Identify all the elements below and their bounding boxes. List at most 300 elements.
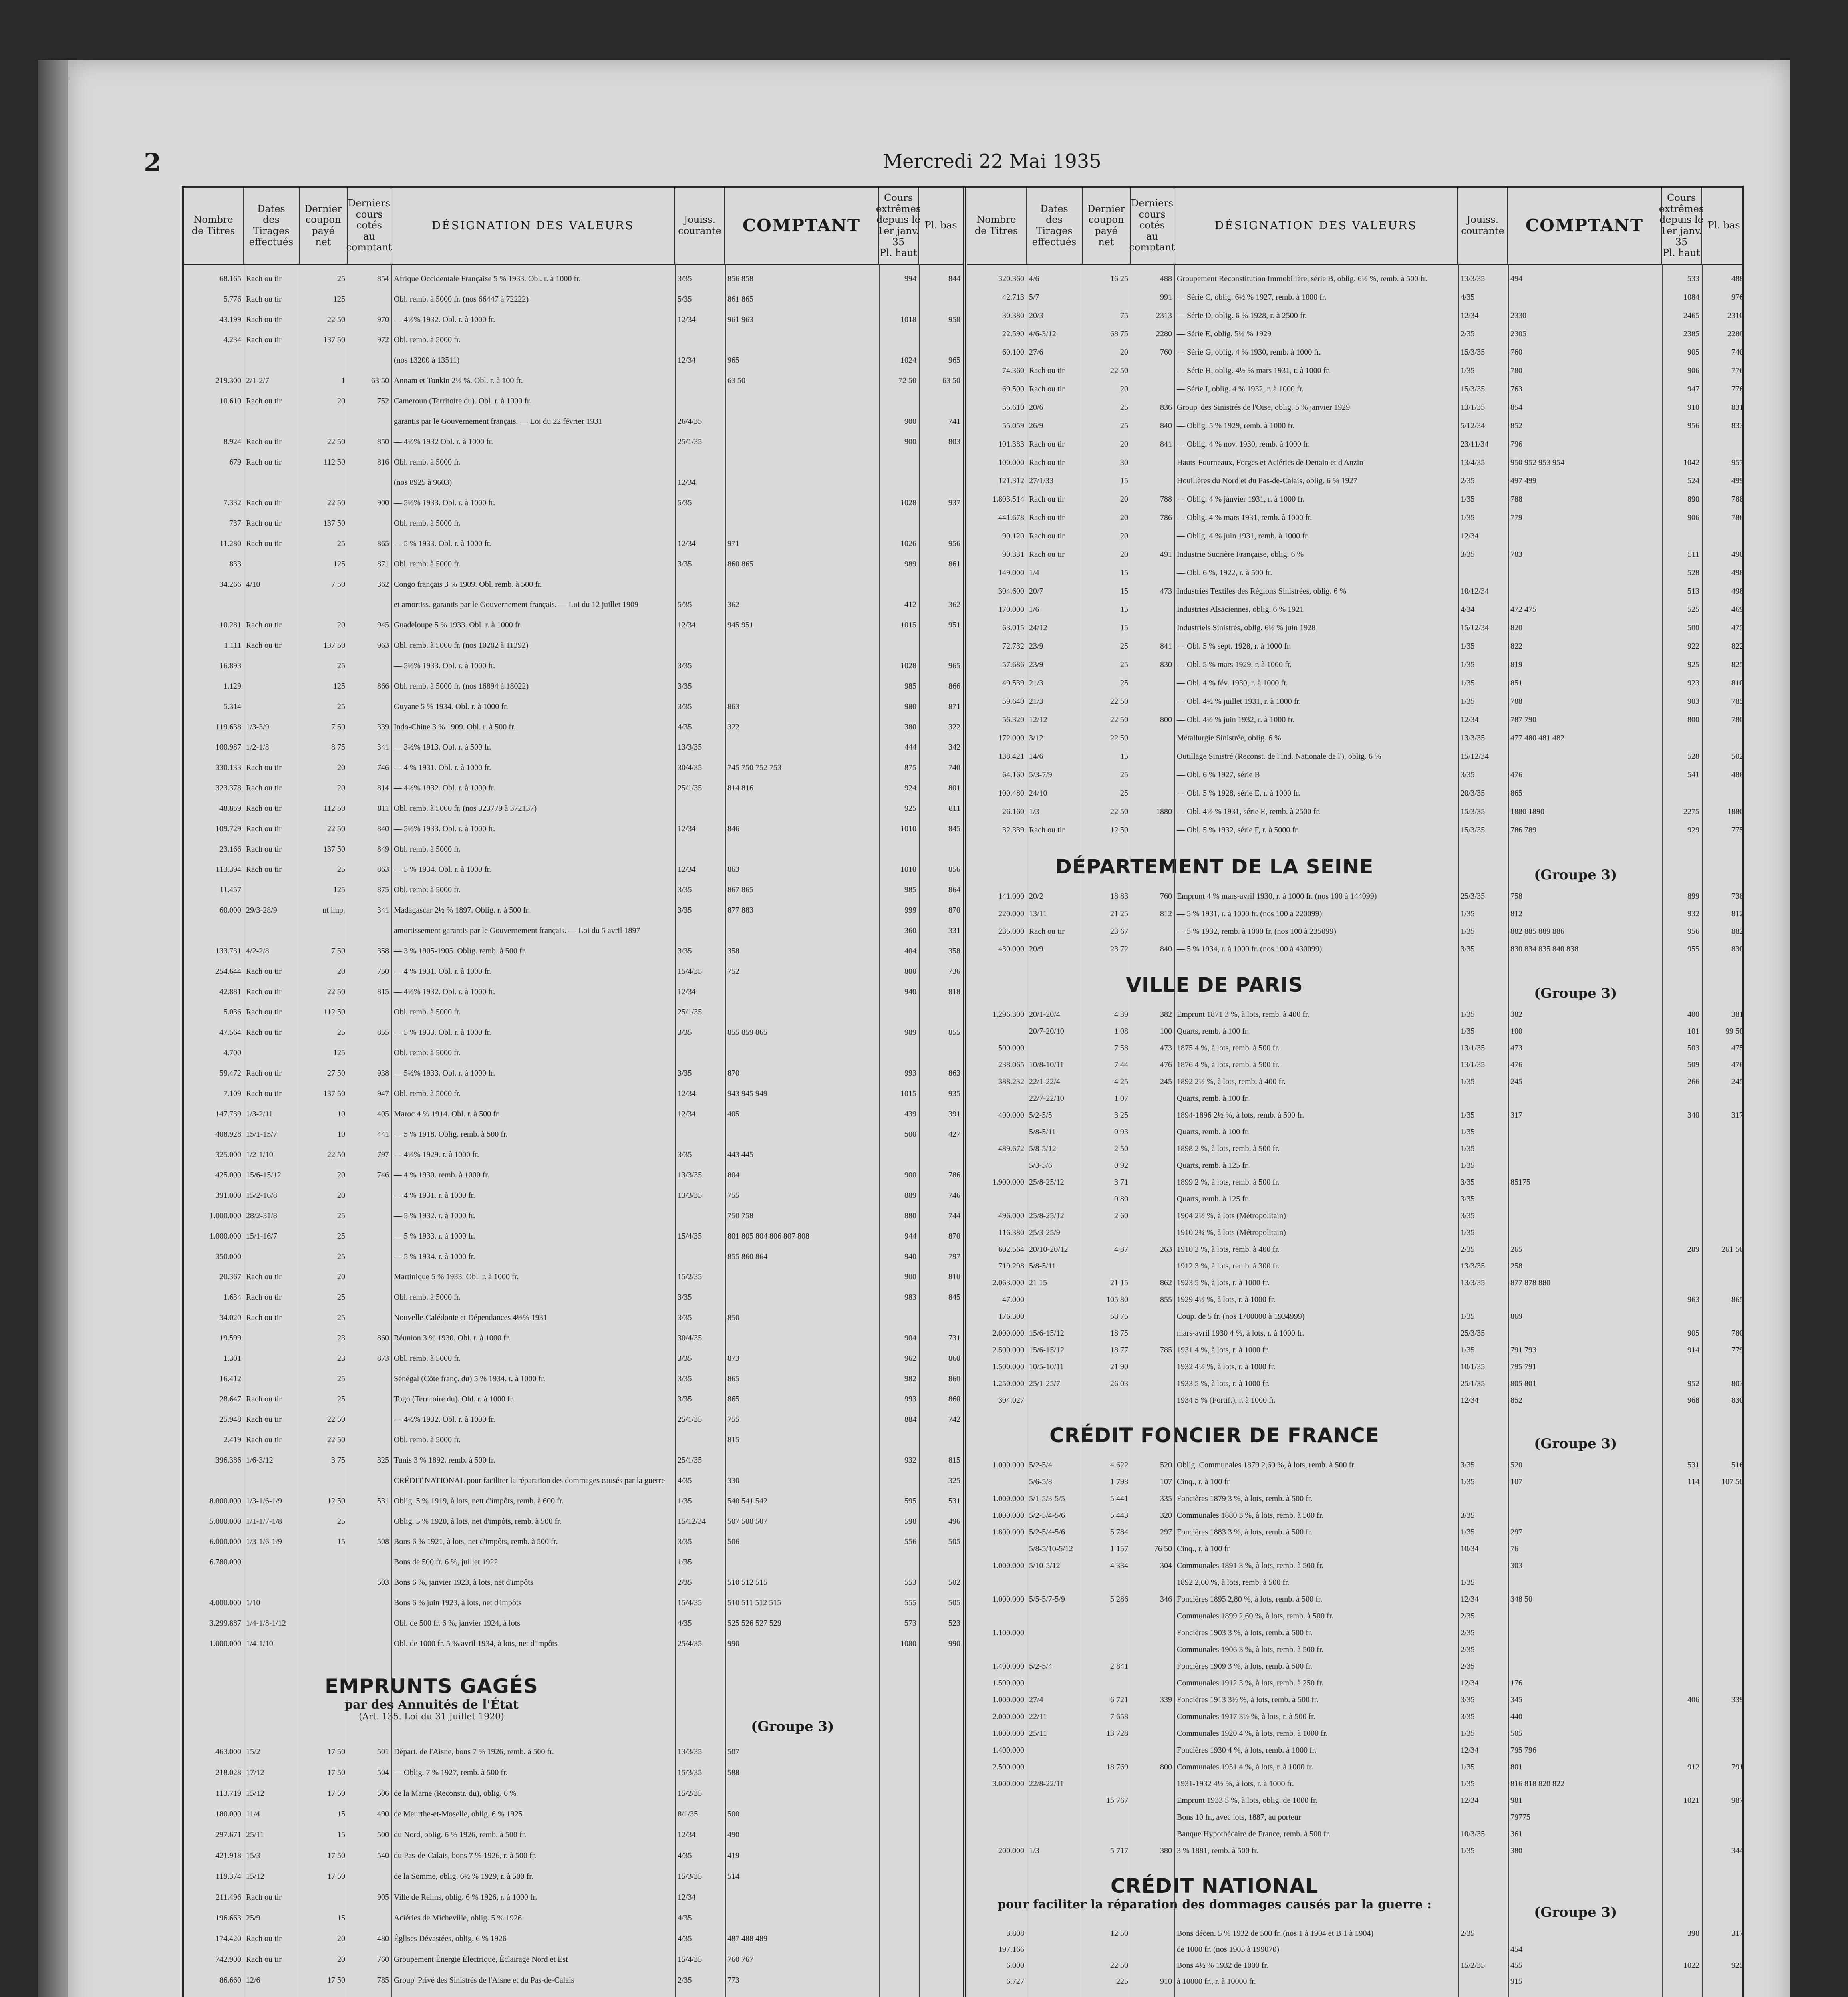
cell-d: 1912 3 %, à lots, remb. à 300 fr.	[1177, 1262, 1280, 1270]
cell-d: Foncières 1903 3 %, à lots, remb. à 500 fr.	[1177, 1628, 1313, 1637]
table-row	[184, 620, 963, 631]
cell-j: 2/35	[1461, 1245, 1475, 1254]
cell-d: — Obl. 5 % 1932, série F, r. à 5000 fr.	[1177, 826, 1299, 834]
cell-p: 75	[1120, 311, 1128, 320]
cell-d: — Oblig. 4 % juin 1931, remb. à 1000 fr.	[1177, 532, 1309, 540]
table-row	[184, 1809, 963, 1820]
cell-v: 540 541 542	[727, 1497, 767, 1505]
cell-d: — 4½% 1932. Obl. r. à 1000 fr.	[394, 987, 495, 996]
cell-d: Groupement Énergie Électrique, Éclairage Nord et Est	[394, 1955, 568, 1964]
cell-p: 112 50	[323, 804, 345, 813]
cell-v: 477 480 481 482	[1510, 734, 1564, 742]
cell-t: 5/2-5/4-5/6	[1029, 1511, 1065, 1520]
table-row	[184, 1788, 963, 1799]
cell-t: 4/2-2/8	[246, 947, 269, 955]
cell-j: 3/35	[678, 1028, 692, 1037]
table-row	[184, 1954, 963, 1965]
cell-v: 788	[1510, 697, 1522, 706]
cell-t: 25/1-25/7	[1029, 1379, 1060, 1388]
cell-k: 325	[377, 1456, 389, 1465]
cell-k: 476	[1160, 1060, 1172, 1069]
cell-p: 20	[1120, 532, 1128, 540]
cell-t: 15/2-16/8	[246, 1191, 277, 1200]
cell-v: 786 789	[1510, 826, 1536, 834]
cell-d: — Oblig. 4 % mars 1931, remb. à 1000 fr.	[1177, 513, 1312, 522]
cell-b: 830	[1731, 1396, 1743, 1405]
cell-h: 533	[1687, 274, 1699, 283]
cell-p: 25	[1120, 770, 1128, 779]
cell-j: 3/35	[678, 885, 692, 894]
cell-b: 498	[1731, 568, 1743, 577]
cell-j: 12/34	[678, 621, 696, 629]
cell-b: 505	[948, 1537, 960, 1546]
cell-d: — 5 % 1933. r. à 1000 fr.	[394, 1232, 475, 1241]
cell-p: 20	[1120, 440, 1128, 449]
cell-d: — Obl. 6 %, 1922, r. à 500 fr.	[1177, 568, 1272, 577]
cell-b: 860	[948, 1374, 960, 1383]
cell-j: 1/35	[1461, 642, 1475, 651]
cell-v: 852	[1510, 1396, 1522, 1405]
cell-d: Guyane 5 % 1934. Obl. r. à 1000 fr.	[394, 702, 508, 711]
table-row	[184, 1231, 963, 1242]
cell-j: 12/34	[678, 987, 696, 996]
table-row	[184, 1149, 963, 1160]
cell-p: 18 77	[1110, 1346, 1128, 1354]
cell-d: et amortiss. garantis par le Gouvernement français. — Loi du 12 juillet 1909	[394, 600, 639, 609]
cell-k: 473	[1160, 1044, 1172, 1052]
left-header-v: COMPTANT	[725, 188, 879, 264]
cell-n: 1.111	[224, 641, 241, 650]
cell-j: 13/3/35	[678, 1171, 702, 1179]
cell-v: 258	[1510, 1262, 1522, 1270]
cell-v: 505	[1510, 1729, 1522, 1738]
cell-h: 900	[904, 1272, 916, 1281]
cell-j: 1/35	[1461, 1161, 1475, 1170]
cell-j: 13/3/35	[1461, 734, 1485, 742]
cell-n: 43.199	[219, 315, 241, 324]
cell-p: 25	[1120, 421, 1128, 430]
cell-k: 849	[377, 845, 389, 854]
cell-t: 5/2-5/4	[1029, 1662, 1052, 1671]
cell-t: 20/1-20/4	[1029, 1010, 1060, 1019]
cell-t: 15/3	[246, 1851, 260, 1860]
table-row	[184, 1170, 963, 1181]
cell-d: Obl. remb. à 5000 fr. (nos 10282 à 11392)	[394, 641, 529, 650]
cell-p: 20	[337, 621, 345, 629]
right-column-rule	[1508, 264, 1509, 1997]
cell-t: 5/8-5/12	[1029, 1144, 1056, 1153]
cell-d: — 3 % 1905-1905. Oblig. remb. à 500 fr.	[394, 947, 527, 955]
cell-b: 785	[1731, 697, 1743, 706]
cell-p: 4 622	[1110, 1461, 1128, 1469]
cell-d: Banque Hypothécaire de France, remb. à 500 fr.	[1177, 1830, 1331, 1838]
cell-v: 758	[1510, 892, 1522, 901]
cell-p: 105 80	[1106, 1295, 1128, 1304]
cell-h: 1010	[900, 824, 916, 833]
cell-t: 15/12	[246, 1872, 264, 1881]
cell-j: 13/3/35	[1461, 1262, 1485, 1270]
cell-t: 1/10	[246, 1598, 260, 1607]
cell-p: 4 334	[1110, 1561, 1128, 1570]
cell-v: 245	[1510, 1077, 1522, 1086]
cell-j: 15/4/35	[678, 1955, 702, 1964]
cell-n: 737	[229, 519, 241, 528]
cell-n: 218.028	[215, 1768, 241, 1777]
cell-j: 23/11/34	[1461, 440, 1489, 449]
cell-n: 500.000	[998, 1044, 1024, 1052]
table-row	[184, 1747, 963, 1757]
cell-d: Afrique Occidentale Française 5 % 1933. Obl. r. à 1000 fr.	[394, 274, 581, 283]
cell-t: Rach ou tir	[1029, 440, 1065, 449]
cell-p: 1 157	[1110, 1544, 1128, 1553]
cell-b: 786	[1731, 513, 1743, 522]
cell-v: 520	[1510, 1461, 1522, 1469]
cell-p: 2 50	[1114, 1144, 1128, 1153]
cell-b: 811	[948, 804, 960, 813]
cell-j: 25/3/35	[1461, 892, 1485, 901]
cell-b: 339	[1731, 1695, 1743, 1704]
cell-h: 903	[1687, 697, 1699, 706]
cell-h: 955	[1687, 945, 1699, 953]
cell-n: 2.000.000	[992, 1329, 1024, 1338]
cell-d: — 4½% 1932. Obl. r. à 1000 fr.	[394, 315, 495, 324]
cell-k: 866	[377, 682, 389, 691]
cell-v: 873	[727, 1354, 739, 1363]
cell-d: 3 % 1881, remb. à 500 fr.	[1177, 1846, 1258, 1855]
cell-k: 938	[377, 1069, 389, 1078]
cell-p: 15	[1120, 623, 1128, 632]
cell-p: 20	[337, 763, 345, 772]
cell-k: 816	[377, 458, 389, 466]
cell-k: 863	[377, 865, 389, 874]
cell-p: 22 50	[327, 1415, 345, 1424]
cell-j: 2/35	[1461, 330, 1475, 338]
cell-n: 42.881	[219, 987, 241, 996]
cell-n: 28.647	[219, 1395, 241, 1403]
cell-t: 1/3-1/6-1/9	[246, 1497, 282, 1505]
cell-b: 965	[948, 356, 960, 365]
cell-v: 755	[727, 1191, 739, 1200]
table-row	[184, 1435, 963, 1445]
cell-p: 22 50	[1110, 734, 1128, 742]
cell-j: 2/35	[1461, 1612, 1475, 1620]
left-table-header	[184, 188, 963, 265]
cell-k: 836	[1160, 403, 1172, 412]
cell-k: 500	[377, 1830, 389, 1839]
cell-v: 361	[1510, 1830, 1522, 1838]
cell-d: 1894-1896 2½ %, à lots, remb. à 500 fr.	[1177, 1111, 1304, 1120]
quotation-table	[182, 186, 1744, 1997]
cell-h: 1084	[1683, 293, 1699, 302]
cell-d: Obl. remb. à 5000 fr.	[394, 1435, 461, 1444]
cell-t: 20/9	[1029, 945, 1043, 953]
cell-n: 59.640	[1002, 697, 1024, 706]
cell-t: Rach ou tir	[246, 845, 282, 854]
cell-h: 800	[1687, 715, 1699, 724]
left-column-rule	[919, 264, 920, 1997]
table-row	[184, 1933, 963, 1944]
cell-p: 3 25	[1114, 1111, 1128, 1120]
cell-t: Rach ou tir	[246, 1415, 282, 1424]
cell-v: 830 834 835 840 838	[1510, 945, 1578, 953]
cell-t: 15/6-15/12	[1029, 1329, 1064, 1338]
cell-p: 22 50	[327, 498, 345, 507]
cell-b: 469	[1731, 605, 1743, 614]
cell-p: 25	[1120, 789, 1128, 798]
cell-p: 15	[337, 1537, 345, 1546]
cell-d: — Obl. 5 % 1928, série E, r. à 1000 fr.	[1177, 789, 1300, 798]
cell-j: 2/35	[1461, 1645, 1475, 1654]
cell-d: 1876 4 %, à lots, remb. à 500 fr.	[1177, 1060, 1280, 1069]
cell-p: 3 71	[1114, 1178, 1128, 1187]
cell-b: 810	[1731, 679, 1743, 687]
cell-v: 506	[727, 1537, 739, 1546]
cell-t: Rach ou tir	[246, 1028, 282, 1037]
cell-k: 760	[1160, 348, 1172, 357]
cell-j: 1/35	[1461, 909, 1475, 918]
cell-j: 3/35	[678, 1374, 692, 1383]
cell-n: 64.160	[1002, 770, 1024, 779]
cell-j: 1/35	[678, 1497, 692, 1505]
cell-j: 3/35	[678, 560, 692, 568]
cell-k: 405	[377, 1110, 389, 1118]
cell-d: — 5 % 1932. r. à 1000 fr.	[394, 1211, 475, 1220]
table-row	[184, 1292, 963, 1303]
table-row	[184, 1975, 963, 1986]
cell-t: 15/6-15/12	[246, 1171, 281, 1179]
cell-t: 5/8-5/11	[1029, 1262, 1056, 1270]
cell-n: 4.000.000	[209, 1598, 241, 1607]
cell-b: 746	[948, 1191, 960, 1200]
cell-b: 381	[1731, 1010, 1743, 1019]
cell-j: 20/3/35	[1461, 789, 1485, 798]
cell-j: 3/35	[678, 906, 692, 915]
cell-n: 6.727	[1006, 1977, 1024, 1986]
cell-p: 22 50	[327, 315, 345, 324]
cell-d: Obl. remb. à 5000 fr.	[394, 560, 461, 568]
cell-n: 400.000	[998, 1111, 1024, 1120]
cell-h: 1010	[900, 865, 916, 874]
cell-p: 25	[1120, 679, 1128, 687]
cell-k: 335	[1160, 1494, 1172, 1503]
cell-j: 15/12/34	[1461, 623, 1489, 632]
emprunts-gages-section-groupe-label: (Groupe 3)	[751, 1719, 834, 1735]
cell-p: 22 50	[327, 437, 345, 446]
cell-v: 950 952 953 954	[1510, 458, 1564, 467]
cell-n: 5.314	[223, 702, 241, 711]
cell-d: Martinique 5 % 1933. Obl. r. à 1000 fr.	[394, 1272, 519, 1281]
cell-d: — 3½% 1913. Obl. r. à 500 fr.	[394, 743, 491, 752]
cell-v: 877 883	[727, 906, 753, 915]
cell-j: 3/35	[678, 1150, 692, 1159]
cell-n: 1.000.000	[992, 1494, 1024, 1503]
table-row	[184, 538, 963, 549]
cell-b: 815	[948, 1456, 960, 1465]
cell-b: 830	[1731, 945, 1743, 953]
cell-j: 1/35	[1461, 1010, 1475, 1019]
cell-d: à 10000 fr., r. à 10000 fr.	[1177, 1977, 1256, 1986]
cell-b: 780	[1731, 1329, 1743, 1338]
cell-k: 63 50	[371, 376, 389, 385]
table-row	[184, 1048, 963, 1058]
cell-d: Houillères du Nord et du Pas-de-Calais, oblig. 6 % 1927	[1177, 476, 1357, 485]
table-row	[184, 1312, 963, 1323]
cell-t: 5/8-5/10-5/12	[1029, 1544, 1073, 1553]
cell-n: 121.312	[998, 476, 1024, 485]
cell-d: Obl. remb. à 5000 fr.	[394, 458, 461, 466]
cell-d: Outillage Sinistré (Reconst. de l'Ind. Nationale de l'), oblig. 6 %	[1177, 752, 1381, 761]
cell-v: 63 50	[727, 376, 745, 385]
cell-p: 125	[333, 885, 345, 894]
cell-h: 985	[904, 682, 916, 691]
cell-b: 803	[948, 437, 960, 446]
cell-d: 1933 5 %, à lots, r. à 1000 fr.	[1177, 1379, 1270, 1388]
cell-v: 85175	[1510, 1178, 1530, 1187]
cell-j: 1/35	[1461, 1027, 1475, 1036]
cell-d: — 5 % 1918. Oblig. remb. à 500 fr.	[394, 1130, 508, 1139]
left-header-b: Pl. bas	[924, 220, 957, 231]
cell-d: Foncières 1879 3 %, à lots, remb. à 500 fr.	[1177, 1494, 1313, 1503]
cell-b: 502	[948, 1578, 960, 1587]
right-column-rule	[1662, 264, 1663, 1997]
cell-j: 1/35	[1461, 679, 1475, 687]
cell-n: 304.027	[998, 1396, 1024, 1405]
cell-k: 540	[377, 1851, 389, 1860]
cell-b: 861	[948, 560, 960, 568]
cell-b: 245	[1731, 1077, 1743, 1086]
cell-n: 3.299.887	[209, 1619, 241, 1628]
cell-p: 20	[337, 1955, 345, 1964]
cell-t: 5/8-5/11	[1029, 1128, 1056, 1136]
cell-n: 147.739	[215, 1110, 241, 1118]
cell-j: 1/35	[1461, 366, 1475, 375]
cell-p: 23	[337, 1354, 345, 1363]
right-header-d: DÉSIGNATION DES VALEURS	[1174, 188, 1458, 264]
cell-n: 3.808	[1006, 1929, 1024, 1938]
cell-v: 525 526 527 529	[727, 1619, 781, 1628]
cell-k: 785	[377, 1976, 389, 1985]
cell-d: mars-avril 1930 4 %, à lots, r. à 1000 fr.	[1177, 1329, 1304, 1338]
cell-p: 10	[337, 1110, 345, 1118]
cell-v: 961 963	[727, 315, 753, 324]
cell-h: 989	[904, 560, 916, 568]
cell-b: 863	[948, 1069, 960, 1078]
cell-p: 23 67	[1110, 927, 1128, 936]
cell-v: 1880 1890	[1510, 807, 1544, 816]
cell-h: 1080	[900, 1639, 916, 1648]
table-row	[184, 1516, 963, 1527]
cell-k: 840	[1160, 421, 1172, 430]
cell-b: 797	[948, 1252, 960, 1261]
cell-v: 476	[1510, 1060, 1522, 1069]
cell-h: 1042	[1683, 458, 1699, 467]
cell-p: 20	[337, 1171, 345, 1179]
cell-b: 731	[948, 1334, 960, 1342]
cell-p: 15	[1120, 476, 1128, 485]
cell-t: 28/2-31/8	[246, 1211, 277, 1220]
cell-j: 4/35	[1461, 293, 1475, 302]
cell-n: 197.166	[998, 1945, 1024, 1954]
cell-j: 15/3/35	[1461, 385, 1485, 393]
cell-v: 454	[1510, 1945, 1522, 1954]
cell-j: 1/35	[1461, 1729, 1475, 1738]
table-row	[184, 1068, 963, 1079]
cell-b: 744	[948, 1211, 960, 1220]
cell-j: 15/4/35	[678, 1598, 702, 1607]
left-column-rule	[725, 264, 726, 1997]
table-row	[184, 844, 963, 855]
cell-h: 439	[904, 1110, 916, 1118]
cell-p: 25	[337, 1395, 345, 1403]
cell-n: 26.160	[1002, 807, 1024, 816]
cell-n: 220.000	[998, 909, 1024, 918]
cell-d: Congo français 3 % 1909. Obl. remb. à 500 fr.	[394, 580, 542, 589]
cell-j: 30/4/35	[678, 1334, 702, 1342]
cell-k: 2313	[1156, 311, 1172, 320]
cell-j: 1/35	[1461, 1128, 1475, 1136]
cell-v: 860 865	[727, 560, 753, 568]
cell-v: 815	[727, 1435, 739, 1444]
cell-t: 5/3-7/9	[1029, 770, 1052, 779]
cell-v: 2305	[1510, 330, 1526, 338]
cell-b: 531	[948, 1497, 960, 1505]
cell-t: 22/11	[1029, 1712, 1047, 1721]
cell-v: 760 767	[727, 1955, 753, 1964]
cell-n: 350.000	[215, 1252, 241, 1261]
cell-t: 11/4	[246, 1810, 260, 1818]
cell-n: 119.374	[215, 1872, 241, 1881]
cell-v: 440	[1510, 1712, 1522, 1721]
cell-b: 801	[948, 784, 960, 792]
cell-k: 263	[1160, 1245, 1172, 1254]
cell-n: 180.000	[215, 1810, 241, 1818]
cell-t: 27/1/33	[1029, 476, 1054, 485]
cell-n: 1.400.000	[992, 1746, 1024, 1755]
cell-v: 380	[1510, 1846, 1522, 1855]
cell-h: 114	[1687, 1477, 1699, 1486]
cell-j: 3/35	[1461, 1712, 1475, 1721]
cell-h: 556	[904, 1537, 916, 1546]
cell-k: 531	[377, 1497, 389, 1505]
cell-b: 475	[1731, 1044, 1743, 1052]
cell-t: 1/1-1/7-1/8	[246, 1517, 282, 1526]
cell-j: 12/34	[678, 824, 696, 833]
cell-h: 573	[904, 1619, 916, 1628]
cell-j: 1/35	[1461, 1763, 1475, 1771]
cell-j: 15/12/34	[1461, 752, 1489, 761]
cell-b: 63 50	[942, 376, 960, 385]
cell-p: 3 75	[331, 1456, 345, 1465]
cell-t: Rach ou tir	[246, 519, 282, 528]
cell-p: 21 90	[1110, 1362, 1128, 1371]
cell-j: 2/35	[1461, 476, 1475, 485]
cell-t: 21/3	[1029, 679, 1043, 687]
cell-p: 10	[337, 1130, 345, 1139]
cell-v: 795 791	[1510, 1362, 1536, 1371]
cell-d: CRÉDIT NATIONAL pour faciliter la réparation des dommages causés par la guerre	[394, 1476, 665, 1485]
cell-j: 25/4/35	[678, 1639, 702, 1648]
cell-b: 1880	[1727, 807, 1743, 816]
cell-p: 25	[337, 1374, 345, 1383]
cell-n: 1.000.000	[209, 1211, 241, 1220]
cell-n: 101.383	[998, 440, 1024, 449]
cell-j: 13/3/35	[678, 743, 702, 752]
cell-n: 141.000	[998, 892, 1024, 901]
cell-p: 1 798	[1110, 1477, 1128, 1486]
cell-n: 19.599	[219, 1334, 241, 1342]
cell-t: Rach ou tir	[1029, 458, 1065, 467]
cell-v: 500	[727, 1810, 739, 1818]
